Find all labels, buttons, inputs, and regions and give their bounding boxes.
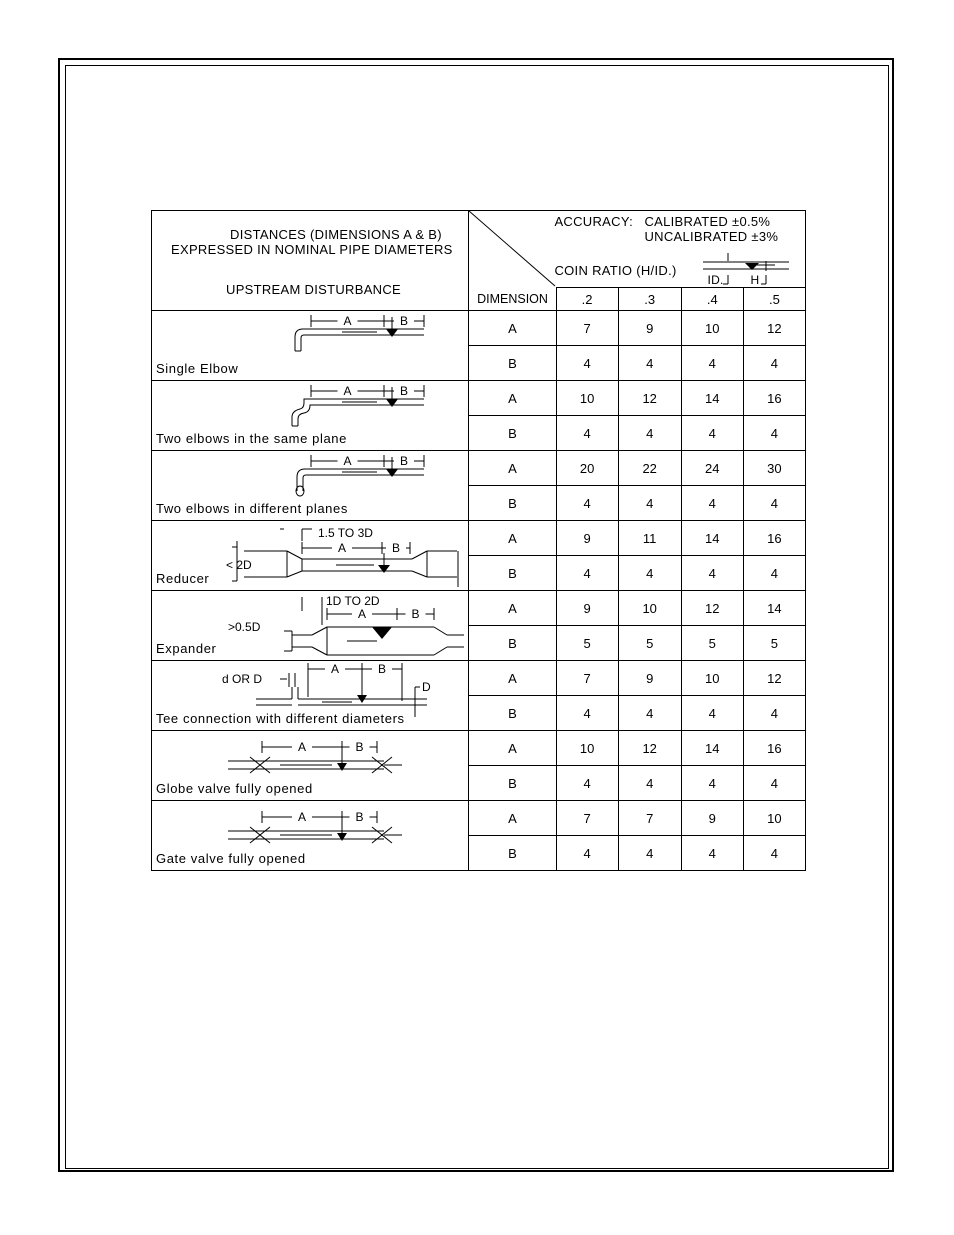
table-row (152, 731, 806, 766)
dimension-a-cell: A (469, 381, 556, 416)
value-cell: 9 (681, 801, 743, 836)
dimension-a-cell: A (469, 591, 556, 626)
value-cell: 7 (556, 801, 618, 836)
value-cell: 4 (681, 416, 743, 451)
value-cell: 4 (681, 766, 743, 801)
reducer-span-label: 1.5 TO 3D (318, 526, 373, 540)
disturbance-label: Two elbows in the same plane (156, 431, 347, 446)
dim-b-label: B (411, 607, 420, 621)
value-cell: 20 (556, 451, 618, 486)
dimension-a-cell: A (469, 451, 556, 486)
distances-title-line1: DISTANCES (DIMENSIONS A & B) (230, 227, 442, 242)
upstream-disturbance-heading: UPSTREAM DISTURBANCE (226, 282, 402, 297)
value-cell: 4 (743, 346, 805, 381)
value-cell: 12 (618, 381, 681, 416)
value-cell: 4 (743, 766, 805, 801)
value-cell: 4 (743, 556, 805, 591)
disturbance-label: Globe valve fully opened (156, 781, 313, 796)
value-cell: 12 (743, 661, 805, 696)
disturbance-label: Reducer (156, 571, 210, 586)
value-cell: 22 (618, 451, 681, 486)
disturbance-cell (152, 731, 469, 801)
value-cell: 7 (618, 801, 681, 836)
value-cell: 9 (556, 521, 618, 556)
table-row (152, 311, 806, 346)
disturbance-cell (152, 801, 469, 871)
value-cell: 4 (743, 696, 805, 731)
value-cell: 4 (556, 486, 618, 521)
id-label: ID. (707, 273, 724, 287)
disturbance-cell (152, 661, 469, 731)
accuracy-label: ACCURACY: (554, 214, 634, 229)
value-cell: 14 (743, 591, 805, 626)
value-cell: 5 (618, 626, 681, 661)
value-cell: 16 (743, 381, 805, 416)
dimension-a-cell: A (469, 731, 556, 766)
value-cell: 4 (743, 836, 805, 871)
dim-b-label: B (355, 810, 364, 824)
calibrated-accuracy: CALIBRATED ±0.5% (644, 214, 771, 229)
value-cell: 24 (681, 451, 743, 486)
value-cell: 9 (618, 311, 681, 346)
expander-dia-label: >0.5D (228, 620, 261, 634)
dimension-b-cell: B (469, 626, 556, 661)
value-cell: 12 (743, 311, 805, 346)
value-cell: 4 (681, 556, 743, 591)
accuracy-header-cell (469, 211, 806, 288)
disturbance-cell (152, 591, 469, 661)
value-cell: 30 (743, 451, 805, 486)
value-cell: 11 (618, 521, 681, 556)
value-cell: 14 (681, 521, 743, 556)
uncalibrated-accuracy: UNCALIBRATED ±3% (644, 229, 779, 244)
value-cell: 4 (618, 346, 681, 381)
value-cell: 10 (681, 311, 743, 346)
disturbance-cell (152, 521, 469, 591)
value-cell: 10 (681, 661, 743, 696)
dimension-b-cell: B (469, 346, 556, 381)
value-cell: 5 (743, 626, 805, 661)
coin-ratio-label: COIN RATIO (H/ID.) (554, 263, 677, 278)
dim-b-label: B (377, 662, 387, 676)
value-cell: 10 (556, 381, 618, 416)
dim-a-label: A (297, 810, 307, 824)
value-cell: 4 (618, 416, 681, 451)
table-row (152, 381, 806, 416)
dimension-b-cell: B (469, 486, 556, 521)
table-row (152, 521, 806, 556)
value-cell: 16 (743, 731, 805, 766)
dim-a-label: A (330, 662, 340, 676)
straight-run-table (151, 210, 806, 871)
value-cell: 4 (743, 416, 805, 451)
value-cell: 4 (618, 486, 681, 521)
value-cell: 10 (556, 731, 618, 766)
value-cell: 4 (681, 346, 743, 381)
reducer-dia-label: < 2D (226, 558, 252, 572)
value-cell: 12 (681, 591, 743, 626)
tee-big-label: D (422, 680, 431, 694)
dim-b-label: B (399, 454, 409, 468)
value-cell: 4 (618, 836, 681, 871)
value-cell: 4 (556, 836, 618, 871)
dimension-b-cell: B (469, 416, 556, 451)
table-row (152, 661, 806, 696)
dimension-b-cell: B (469, 836, 556, 871)
table-row (152, 591, 806, 626)
expander-span-label: 1D TO 2D (326, 594, 380, 608)
disturbance-label: Expander (156, 641, 217, 656)
ratio-heading: .2 (556, 288, 618, 311)
value-cell: 4 (618, 556, 681, 591)
value-cell: 12 (618, 731, 681, 766)
value-cell: 5 (556, 626, 618, 661)
disturbance-cell (152, 381, 469, 451)
distances-header-cell (152, 211, 469, 311)
table-row (152, 801, 806, 836)
value-cell: 4 (556, 556, 618, 591)
dimension-a-cell: A (469, 311, 556, 346)
dim-b-label: B (391, 541, 401, 555)
value-cell: 9 (618, 661, 681, 696)
value-cell: 9 (556, 591, 618, 626)
value-cell: 4 (681, 696, 743, 731)
distances-title-line2: EXPRESSED IN NOMINAL PIPE DIAMETERS (171, 242, 453, 257)
dim-a-label: A (343, 384, 352, 398)
value-cell: 14 (681, 381, 743, 416)
dimension-a-cell: A (469, 521, 556, 556)
value-cell: 4 (618, 766, 681, 801)
value-cell: 10 (743, 801, 805, 836)
value-cell: 4 (556, 766, 618, 801)
disturbance-label: Tee connection with different diameters (156, 711, 405, 726)
value-cell: 4 (681, 486, 743, 521)
dimension-b-cell: B (469, 696, 556, 731)
dim-a-label: A (337, 541, 347, 555)
dim-a-label: A (357, 607, 367, 621)
disturbance-cell (152, 451, 469, 521)
value-cell: 4 (681, 836, 743, 871)
dimension-a-cell: A (469, 661, 556, 696)
value-cell: 4 (556, 346, 618, 381)
dim-b-label: B (355, 740, 364, 754)
dimension-b-cell: B (469, 556, 556, 591)
value-cell: 10 (618, 591, 681, 626)
value-cell: 4 (556, 696, 618, 731)
table-row (152, 451, 806, 486)
disturbance-label: Single Elbow (156, 361, 239, 376)
dim-a-label: A (343, 454, 352, 468)
ratio-heading: .3 (618, 288, 681, 311)
value-cell: 4 (556, 416, 618, 451)
value-cell: 4 (743, 486, 805, 521)
dimension-a-cell: A (469, 801, 556, 836)
disturbance-cell (152, 311, 469, 381)
dimension-b-cell: B (469, 766, 556, 801)
tee-small-label: d OR D (222, 672, 263, 686)
disturbance-label: Gate valve fully opened (156, 851, 306, 866)
value-cell: 14 (681, 731, 743, 766)
value-cell: 7 (556, 661, 618, 696)
ratio-heading: .4 (681, 288, 743, 311)
dimension-heading: DIMENSION (469, 288, 556, 311)
disturbance-label: Two elbows in different planes (156, 501, 348, 516)
ratio-heading: .5 (743, 288, 805, 311)
dim-a-label: A (297, 740, 307, 754)
dim-a-label: A (343, 314, 352, 328)
value-cell: 16 (743, 521, 805, 556)
value-cell: 7 (556, 311, 618, 346)
value-cell: 4 (618, 696, 681, 731)
h-label: H (750, 273, 760, 287)
dim-b-label: B (399, 384, 409, 398)
value-cell: 5 (681, 626, 743, 661)
dim-b-label: B (399, 314, 409, 328)
